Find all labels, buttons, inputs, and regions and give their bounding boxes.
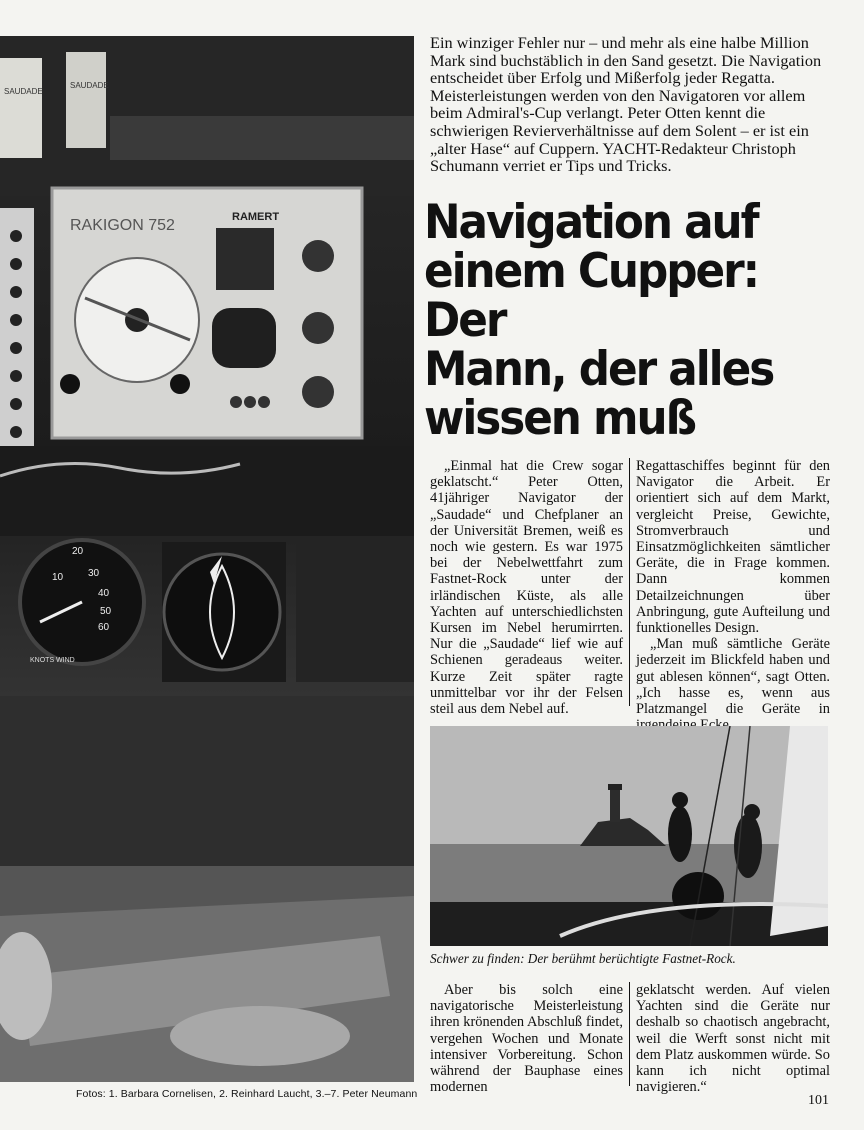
- body-column-2: [636, 458, 830, 733]
- svg-text:30: 30: [88, 568, 100, 579]
- body-column-4: [636, 982, 830, 1095]
- svg-text:40: 40: [98, 588, 110, 599]
- svg-text:10: 10: [52, 572, 64, 583]
- headline: [424, 195, 815, 446]
- headline-line: Navigation auf: [424, 195, 758, 250]
- fastnet-rock-photo: [430, 726, 828, 946]
- paragraph: „Einmal hat die Crew sogar geklatscht.“ Peter Otten, 41jähriger Navigator der „Saudade“ und Chefplaner an der Universität Bremen, weiß es noch wie gestern. Es war 1975 bei der Nebelwettfahrt zum Fastnet-Rock unter der irländischen Küste, als alle Yachten auf unterschiedlichsten Kursen im Nebel herumirrten. Nur die „Saudade“ lief wie auf Schienen geradeaus weiter. Kurze Zeit später ragte unmittelbar vor ihr der Felsen steil aus dem Nebel auf.: [430, 458, 623, 718]
- column-divider: [629, 982, 630, 1086]
- headline-line: Mann, der alles: [424, 342, 774, 397]
- svg-text:RAKIGON 752: RAKIGON 752: [70, 217, 175, 234]
- paragraph: Aber bis solch eine navigatorische Meisterleistung ihren krönenden Abschluß findet, vergehen Wochen und Monate intensiver Vorbereitung. Schon während der Bauphase eines modernen: [430, 982, 623, 1096]
- photo-caption: Schwer zu finden: Der berühmt berüchtigte Fastnet-Rock.: [430, 951, 736, 966]
- saudade-tag-1: [0, 58, 42, 158]
- svg-text:SAUDADE: SAUDADE: [70, 81, 109, 90]
- svg-text:50: 50: [100, 606, 112, 617]
- column-divider: [629, 458, 630, 706]
- svg-text:20: 20: [72, 546, 84, 557]
- paragraph: Regattaschiffes beginnt für den Navigator die Arbeit. Er orientiert sich auf dem Markt, vergleicht Preise, Gewichte, Stromverbrauch und Einsatzmöglichkeiten sämtlicher Geräte, die in Frage kommen. Dann kommen Detailzeichnungen über Anbringung, gute Aufteilung und funktionelles Design.: [636, 458, 830, 637]
- instrument-panel-photo: [0, 36, 414, 1082]
- body-column-1: [430, 458, 623, 717]
- photo-credits: Fotos: 1. Barbara Cornelisen, 2. Reinhard Laucht, 3.–7. Peter Neumann: [76, 1088, 418, 1100]
- paragraph: „Man muß sämtliche Geräte jederzeit im Blickfeld haben und gut ablesen können“, sagt Otten. „Ich hasse es, wenn aus Platzmangel die Geräte in: [636, 636, 830, 718]
- page-number: 101: [808, 1093, 829, 1108]
- svg-text:60: 60: [98, 622, 110, 633]
- svg-text:SAUDADE: SAUDADE: [4, 87, 43, 96]
- body-column-3: [430, 982, 623, 1095]
- saudade-tag-2: [66, 52, 106, 148]
- intro-lead: Ein winziger Fehler nur – und mehr als eine halbe Million Mark sind buchstäblich in den Sand gesetzt. Die Navigation entscheidet über Erfolg und Mißerfolg jeder Regatta. Meisterleistungen werden von den Navigatoren vor allem beim Admiral's-Cup verlangt. Peter Otten kennt die schwierigen Revierverhältnisse auf dem Solent – er ist ein „alter Hase“ auf Cuppern. YACHT-Redakteur Christoph Schumann verriet er Tips und Tricks.: [430, 33, 822, 176]
- paragraph: geklatscht werden. Auf vielen Yachten sind die Geräte nur deshalb so chaotisch angebracht, weil die Werft sonst nicht mit dem Platz auskommen würde. So kann ich nicht optimal navigieren.“: [636, 982, 830, 1096]
- headline-line: wissen muß: [424, 391, 696, 446]
- headline-line: einem Cupper: Der: [424, 244, 759, 348]
- svg-text:RAMERT: RAMERT: [232, 211, 280, 223]
- svg-text:KNOTS WIND: KNOTS WIND: [30, 657, 75, 664]
